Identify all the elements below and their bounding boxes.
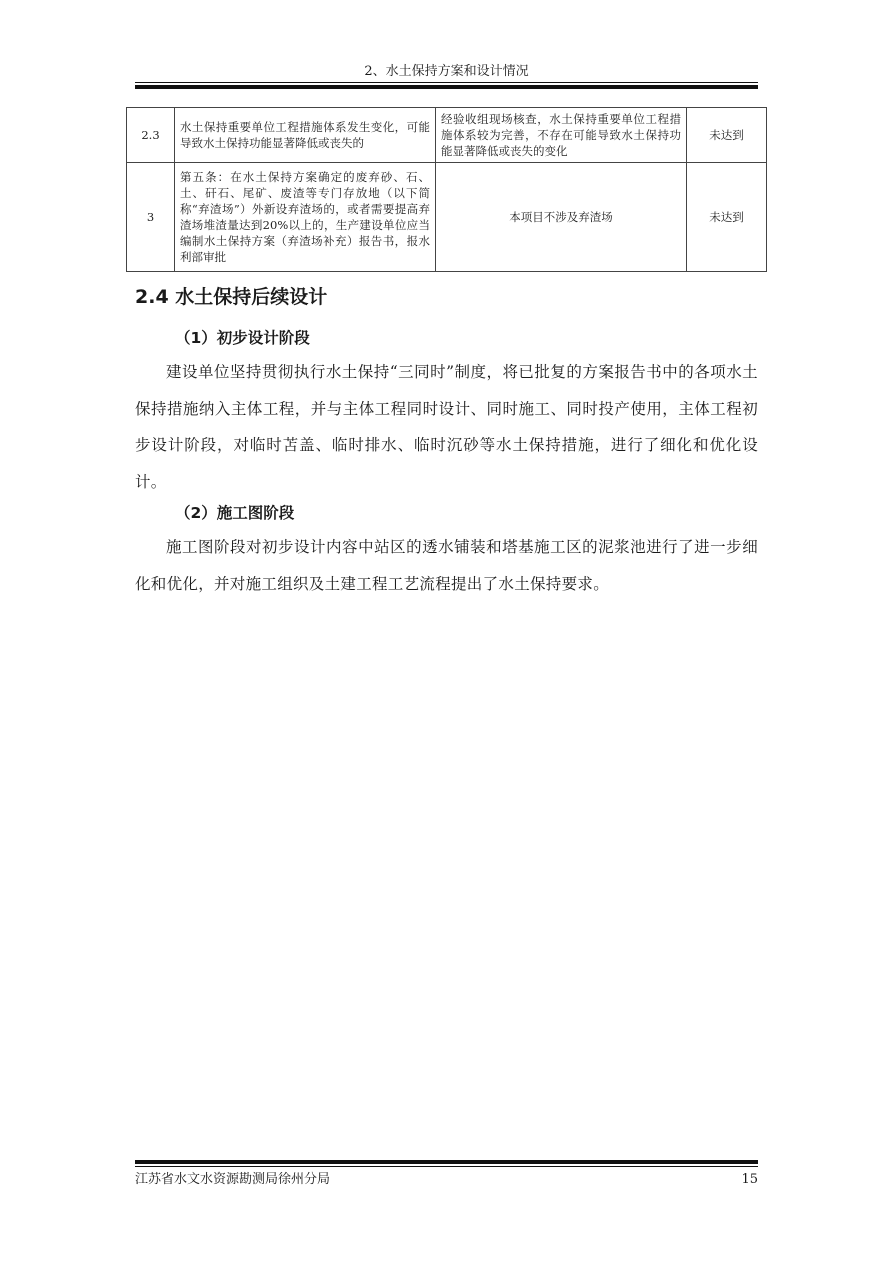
result-cell: 未达到 [687,163,767,272]
clause-cell: 第五条：在水土保持方案确定的废弃砂、石、土、矸石、尾矿、废渣等专门存放地（以下简称“弃渣场”）外新设弃渣场的，或者需要提高弃渣场堆渣量达到20%以上的，生产建设单位应当编制水土保持方案（弃渣场补充）报告书，报水利部审批 [175,163,436,272]
subheading-construction-drawing: （2）施工图阶段 [175,504,295,522]
compliance-table [126,107,767,272]
table-row [127,108,767,163]
clause-cell: 水土保持重要单位工程措施体系发生变化，可能导致水土保持功能显著降低或丧失的 [175,108,436,163]
footer-organization: 江苏省水文水资源勘测局徐州分局 [135,1172,331,1187]
footer-rule-thick [135,1160,758,1164]
section-heading: 2.4 水土保持后续设计 [135,286,328,308]
table-row [127,163,767,272]
row-number: 2.3 [127,108,175,163]
finding-cell: 经验收组现场核查，水土保持重要单位工程措施体系较为完善，不存在可能导致水土保持功能显著降低或丧失的变化 [436,108,687,163]
result-cell: 未达到 [687,108,767,163]
footer-rule-thin [135,1166,758,1167]
finding-cell: 本项目不涉及弃渣场 [436,163,687,272]
page-header-title: 2、水土保持方案和设计情况 [364,64,529,79]
paragraph-preliminary-design: 建设单位坚持贯彻执行水土保持“三同时”制度，将已批复的方案报告书中的各项水土保持措施纳入主体工程，并与主体工程同时设计、同时施工、同时投产使用，主体工程初步设计阶段，对临时苫盖、临时排水、临时沉砂等水土保持措施，进行了细化和优化设计。 [135,363,758,492]
row-number: 3 [127,163,175,272]
header-rule-thick [135,85,758,89]
paragraph-construction-drawing: 施工图阶段对初步设计内容中站区的透水铺装和塔基施工区的泥浆池进行了进一步细化和优化，并对施工组织及土建工程工艺流程提出了水土保持要求。 [135,538,758,593]
header-rule-thin [135,82,758,83]
page-number: 15 [741,1172,758,1187]
subheading-preliminary-design: （1）初步设计阶段 [175,329,310,347]
